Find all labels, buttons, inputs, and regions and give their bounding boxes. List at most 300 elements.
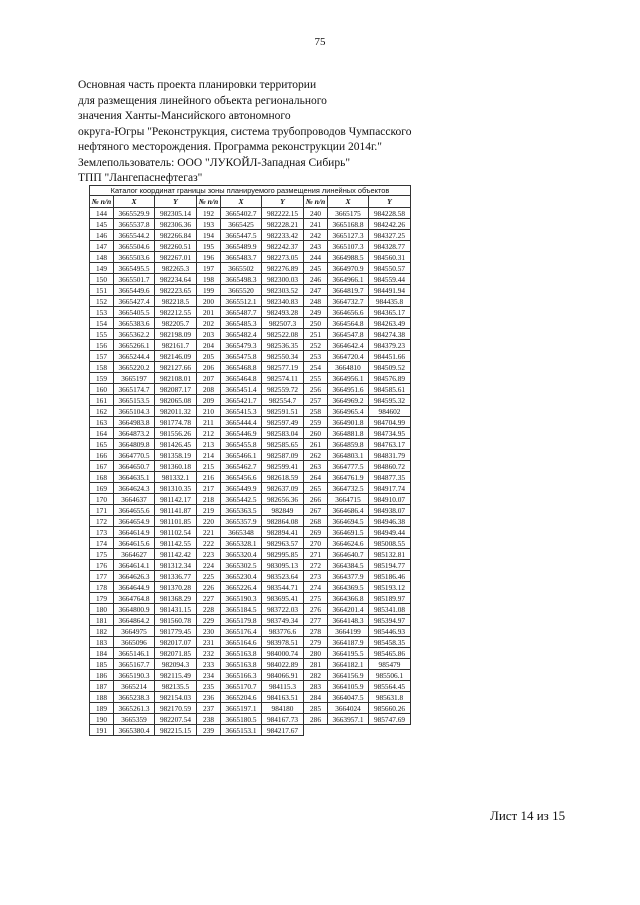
table-cell: 211	[197, 417, 221, 428]
table-cell: 3665184.5	[221, 604, 262, 615]
header-line: Основная часть проекта планировки территории	[78, 79, 317, 91]
header-line: значения Ханты-Мансийского автономного	[78, 110, 291, 122]
table-cell: 3664637	[114, 494, 155, 505]
table-cell: 238	[197, 714, 221, 725]
table-row	[90, 208, 411, 219]
table-cell: 270	[304, 538, 328, 549]
table-row	[90, 318, 411, 329]
table-cell: 196	[197, 252, 221, 263]
table-row	[90, 725, 411, 736]
table-cell: 277	[304, 615, 328, 626]
table-cell: 255	[304, 373, 328, 384]
table-cell: 982599.41	[262, 461, 304, 472]
table-cell: 984877.35	[369, 472, 411, 483]
table-cell: 982849	[262, 505, 304, 516]
table-cell: 985132.81	[369, 549, 411, 560]
table-cell: 982585.65	[262, 439, 304, 450]
table-cell: 982963.57	[262, 538, 304, 549]
table-cell: 165	[90, 439, 114, 450]
table-cell: 150	[90, 274, 114, 285]
table-cell: 3664770.5	[114, 450, 155, 461]
table-cell: 981142.42	[155, 549, 197, 560]
table-cell: 984163.51	[262, 692, 304, 703]
table-cell: 3665214	[114, 681, 155, 692]
table-cell: 3665104.3	[114, 406, 155, 417]
table-cell: 3665220.2	[114, 362, 155, 373]
table-cell: 259	[304, 417, 328, 428]
column-header: Y	[369, 196, 411, 208]
table-cell: 188	[90, 692, 114, 703]
table-cell: 982267.01	[155, 252, 197, 263]
table-cell: 3665197	[114, 373, 155, 384]
table-cell: 3665487.7	[221, 307, 262, 318]
table-cell: 159	[90, 373, 114, 384]
table-row	[90, 538, 411, 549]
table-cell: 982577.19	[262, 362, 304, 373]
table-cell: 982864.08	[262, 516, 304, 527]
table-row	[90, 329, 411, 340]
table-cell: 983776.6	[262, 626, 304, 637]
table-cell: 985194.77	[369, 560, 411, 571]
table-cell: 3664969.2	[328, 395, 369, 406]
table-cell: 3664732.7	[328, 296, 369, 307]
table-row	[90, 395, 411, 406]
table-cell: 3664819.7	[328, 285, 369, 296]
table-cell: 3664803.1	[328, 450, 369, 461]
table-cell: 981368.29	[155, 593, 197, 604]
table-cell: 281	[304, 659, 328, 670]
table-cell: 144	[90, 208, 114, 219]
table-cell: 242	[304, 230, 328, 241]
table-cell: 3665483.7	[221, 252, 262, 263]
table-cell: 3665444.4	[221, 417, 262, 428]
table-cell: 253	[304, 351, 328, 362]
table-cell: 984217.67	[262, 725, 304, 736]
table-cell: 3665176.4	[221, 626, 262, 637]
table-row	[90, 626, 411, 637]
table-cell: 189	[90, 703, 114, 714]
table-cell: 156	[90, 340, 114, 351]
table-cell: 173	[90, 527, 114, 538]
table-cell: 187	[90, 681, 114, 692]
table-cell: 3665520	[221, 285, 262, 296]
table-cell: 3665455.8	[221, 439, 262, 450]
table-cell: 982218.5	[155, 296, 197, 307]
table-row	[90, 417, 411, 428]
header-line: нефтяного месторождения. Программа реконструкции 2014г."	[78, 141, 382, 153]
table-row	[90, 637, 411, 648]
table-cell: 984115.3	[262, 681, 304, 692]
table-cell: 3665485.3	[221, 318, 262, 329]
table-cell	[328, 725, 369, 736]
table-cell: 985394.97	[369, 615, 411, 626]
table-cell: 232	[197, 648, 221, 659]
table-cell: 982583.04	[262, 428, 304, 439]
table-cell: 229	[197, 615, 221, 626]
table-cell: 982207.54	[155, 714, 197, 725]
table-cell: 3663957.1	[328, 714, 369, 725]
table-row	[90, 219, 411, 230]
table-row	[90, 307, 411, 318]
table-cell: 984946.38	[369, 516, 411, 527]
table-cell: 3665204.6	[221, 692, 262, 703]
table-cell: 982276.89	[262, 263, 304, 274]
table-cell: 3664966.1	[328, 274, 369, 285]
table-cell: 982242.37	[262, 241, 304, 252]
table-row	[90, 703, 411, 714]
table-row	[90, 241, 411, 252]
table-cell: 982222.15	[262, 208, 304, 219]
table-cell: 3665163.8	[221, 648, 262, 659]
table-cell: 3664187.9	[328, 637, 369, 648]
header-line: округа-Югры "Реконструкция, система трубопроводов Чумпасского	[78, 125, 412, 138]
table-cell: 3664975	[114, 626, 155, 637]
table-cell: 3665425	[221, 219, 262, 230]
table-cell: 3664635.1	[114, 472, 155, 483]
table-cell: 181	[90, 615, 114, 626]
table-cell: 261	[304, 439, 328, 450]
table-cell: 3664047.5	[328, 692, 369, 703]
table-cell: 3665179.8	[221, 615, 262, 626]
table-cell: 219	[197, 505, 221, 516]
table-cell: 981431.15	[155, 604, 197, 615]
table-cell: 3665107.3	[328, 241, 369, 252]
table-cell: 3665363.5	[221, 505, 262, 516]
table-cell: 984910.07	[369, 494, 411, 505]
table-cell: 984550.57	[369, 263, 411, 274]
table-cell: 984274.38	[369, 329, 411, 340]
table-cell: 3664809.8	[114, 439, 155, 450]
table-cell: 981370.28	[155, 582, 197, 593]
table-cell: 984451.66	[369, 351, 411, 362]
table-cell: 233	[197, 659, 221, 670]
table-cell: 3665175	[328, 208, 369, 219]
table-cell: 164	[90, 428, 114, 439]
coordinate-catalog	[89, 185, 411, 736]
table-cell: 985193.12	[369, 582, 411, 593]
table-cell: 145	[90, 219, 114, 230]
table-cell: 3664777.5	[328, 461, 369, 472]
table-cell: 218	[197, 494, 221, 505]
table-row	[90, 450, 411, 461]
table-cell: 203	[197, 329, 221, 340]
table-cell: 982305.14	[155, 208, 197, 219]
table-cell: 984602	[369, 406, 411, 417]
table-cell: 982306.36	[155, 219, 197, 230]
table-cell: 982303.52	[262, 285, 304, 296]
table-cell: 194	[197, 230, 221, 241]
table-cell: 263	[304, 461, 328, 472]
table-cell: 984022.89	[262, 659, 304, 670]
table-cell: 146	[90, 230, 114, 241]
table-cell: 3665226.4	[221, 582, 262, 593]
table-cell: 3665442.5	[221, 494, 262, 505]
table-cell: 982087.17	[155, 384, 197, 395]
table-cell: 274	[304, 582, 328, 593]
table-row	[90, 582, 411, 593]
table-cell: 982637.09	[262, 483, 304, 494]
table-cell: 200	[197, 296, 221, 307]
table-cell: 160	[90, 384, 114, 395]
table-cell: 175	[90, 549, 114, 560]
table-cell: 3665475.8	[221, 351, 262, 362]
table-cell	[369, 725, 411, 736]
table-cell: 241	[304, 219, 328, 230]
table-cell: 240	[304, 208, 328, 219]
table-cell: 239	[197, 725, 221, 736]
table-row	[90, 439, 411, 450]
table-cell: 981142.17	[155, 494, 197, 505]
table-cell: 3665170.7	[221, 681, 262, 692]
table-cell: 161	[90, 395, 114, 406]
table-row	[90, 285, 411, 296]
table-cell: 984559.44	[369, 274, 411, 285]
table-cell: 268	[304, 516, 328, 527]
table-cell: 982522.08	[262, 329, 304, 340]
table-cell: 221	[197, 527, 221, 538]
table-cell: 982223.65	[155, 285, 197, 296]
table-cell	[304, 725, 328, 736]
table-cell: 3664024	[328, 703, 369, 714]
table-cell: 984831.79	[369, 450, 411, 461]
table-cell: 3665537.8	[114, 219, 155, 230]
table-row	[90, 406, 411, 417]
table-cell: 982550.34	[262, 351, 304, 362]
column-header: X	[114, 196, 155, 208]
table-cell: 984763.17	[369, 439, 411, 450]
table-cell: 3665495.5	[114, 263, 155, 274]
table-cell: 195	[197, 241, 221, 252]
table-header-row	[90, 196, 411, 208]
column-header: X	[328, 196, 369, 208]
table-cell: 3665261.3	[114, 703, 155, 714]
table-row	[90, 659, 411, 670]
table-cell: 985631.8	[369, 692, 411, 703]
table-cell: 237	[197, 703, 221, 714]
table-cell: 286	[304, 714, 328, 725]
table-cell: 985660.26	[369, 703, 411, 714]
table-cell: 3665449.6	[114, 285, 155, 296]
table-cell: 251	[304, 329, 328, 340]
table-cell: 257	[304, 395, 328, 406]
table-cell: 216	[197, 472, 221, 483]
header-line: ТПП "Лангепаснефтегаз"	[78, 172, 203, 184]
table-cell: 3664810	[328, 362, 369, 373]
table-cell: 983523.64	[262, 571, 304, 582]
table-cell: 982212.55	[155, 307, 197, 318]
table-cell: 275	[304, 593, 328, 604]
table-cell: 983544.71	[262, 582, 304, 593]
table-cell: 981556.26	[155, 428, 197, 439]
table-cell: 3664881.8	[328, 428, 369, 439]
table-cell: 3665164.6	[221, 637, 262, 648]
table-cell: 3665544.2	[114, 230, 155, 241]
table-cell: 3665504.6	[114, 241, 155, 252]
table-cell: 3664624.3	[114, 483, 155, 494]
table-cell: 983978.51	[262, 637, 304, 648]
table-cell: 3664691.5	[328, 527, 369, 538]
table-row	[90, 549, 411, 560]
table-cell: 3665328.1	[221, 538, 262, 549]
table-cell: 223	[197, 549, 221, 560]
table-cell: 3664686.4	[328, 505, 369, 516]
table-cell: 3664720.4	[328, 351, 369, 362]
table-cell: 3664624.6	[328, 538, 369, 549]
table-cell: 168	[90, 472, 114, 483]
table-cell: 984576.89	[369, 373, 411, 384]
table-cell: 3664764.8	[114, 593, 155, 604]
table-row	[90, 648, 411, 659]
table-cell: 984860.72	[369, 461, 411, 472]
table-row	[90, 274, 411, 285]
table-cell: 214	[197, 450, 221, 461]
table-cell: 271	[304, 549, 328, 560]
table-cell: 3665230.4	[221, 571, 262, 582]
table-cell: 3665383.6	[114, 318, 155, 329]
table-cell: 984379.23	[369, 340, 411, 351]
table-cell: 243	[304, 241, 328, 252]
column-header: Y	[155, 196, 197, 208]
table-cell: 982198.09	[155, 329, 197, 340]
table-cell: 3665464.8	[221, 373, 262, 384]
table-cell: 3664859.8	[328, 439, 369, 450]
table-cell: 3665479.3	[221, 340, 262, 351]
table-cell: 3664615.6	[114, 538, 155, 549]
table-cell: 169	[90, 483, 114, 494]
table-cell: 981141.87	[155, 505, 197, 516]
table-cell: 982273.05	[262, 252, 304, 263]
table-cell: 148	[90, 252, 114, 263]
table-cell: 984595.32	[369, 395, 411, 406]
table-cell: 982108.01	[155, 373, 197, 384]
table-cell: 982554.7	[262, 395, 304, 406]
table-cell: 985479	[369, 659, 411, 670]
table-row	[90, 670, 411, 681]
table-cell: 3664864.2	[114, 615, 155, 626]
table-body	[90, 208, 411, 736]
table-cell: 3665244.4	[114, 351, 155, 362]
table-row	[90, 483, 411, 494]
table-cell: 981774.78	[155, 417, 197, 428]
table-cell: 3664642.4	[328, 340, 369, 351]
table-cell: 985341.08	[369, 604, 411, 615]
table-row	[90, 252, 411, 263]
table-cell: 982266.84	[155, 230, 197, 241]
table-cell: 3665190.3	[114, 670, 155, 681]
table-cell: 3665451.4	[221, 384, 262, 395]
table-cell: 982591.51	[262, 406, 304, 417]
table-cell: 982228.21	[262, 219, 304, 230]
table-cell: 3665238.3	[114, 692, 155, 703]
table-cell: 984263.49	[369, 318, 411, 329]
table-cell: 3665449.9	[221, 483, 262, 494]
table-cell: 154	[90, 318, 114, 329]
header-line: для размещения линейного объекта регионального	[78, 94, 327, 107]
table-cell: 981779.45	[155, 626, 197, 637]
table-cell: 3664105.9	[328, 681, 369, 692]
table-cell: 982493.28	[262, 307, 304, 318]
table-cell: 985465.86	[369, 648, 411, 659]
table-cell: 982340.83	[262, 296, 304, 307]
table-cell: 982894.41	[262, 527, 304, 538]
table-row	[90, 714, 411, 725]
table-cell: 172	[90, 516, 114, 527]
table-cell: 3664182.1	[328, 659, 369, 670]
table-cell: 985564.45	[369, 681, 411, 692]
table-cell: 3665096	[114, 637, 155, 648]
column-header: № п/п	[90, 196, 114, 208]
table-cell: 3664800.9	[114, 604, 155, 615]
table-cell: 984000.74	[262, 648, 304, 659]
table-cell: 3665320.4	[221, 549, 262, 560]
table-cell: 227	[197, 593, 221, 604]
table-cell: 3664626.3	[114, 571, 155, 582]
table-cell: 254	[304, 362, 328, 373]
table-cell: 3665359	[114, 714, 155, 725]
table-cell: 984491.94	[369, 285, 411, 296]
table-cell: 178	[90, 582, 114, 593]
table-cell: 985008.55	[369, 538, 411, 549]
table-cell: 983695.41	[262, 593, 304, 604]
table-cell: 3664654.9	[114, 516, 155, 527]
table-cell: 3664366.8	[328, 593, 369, 604]
table-cell: 225	[197, 571, 221, 582]
table-cell: 3665153.5	[114, 395, 155, 406]
table-cell: 174	[90, 538, 114, 549]
table-cell: 981312.34	[155, 560, 197, 571]
table-cell: 212	[197, 428, 221, 439]
table-cell: 179	[90, 593, 114, 604]
table-cell: 3665512.1	[221, 296, 262, 307]
table-cell: 151	[90, 285, 114, 296]
table-cell: 3664156.9	[328, 670, 369, 681]
table-cell: 982011.32	[155, 406, 197, 417]
table-cell: 264	[304, 472, 328, 483]
table-cell: 244	[304, 252, 328, 263]
table-cell: 3665466.1	[221, 450, 262, 461]
table-cell: 981332.1	[155, 472, 197, 483]
table-cell: 984328.77	[369, 241, 411, 252]
table-cell: 984949.44	[369, 527, 411, 538]
table-cell: 157	[90, 351, 114, 362]
table-cell: 252	[304, 340, 328, 351]
table-row	[90, 692, 411, 703]
table-cell: 3664199	[328, 626, 369, 637]
table-cell: 3664627	[114, 549, 155, 560]
table-cell: 205	[197, 351, 221, 362]
table-cell: 228	[197, 604, 221, 615]
table-cell: 3665197.1	[221, 703, 262, 714]
table-cell: 163	[90, 417, 114, 428]
table-cell: 981336.77	[155, 571, 197, 582]
table-cell: 267	[304, 505, 328, 516]
table-row	[90, 230, 411, 241]
table-cell: 3665362.2	[114, 329, 155, 340]
table-cell: 182	[90, 626, 114, 637]
table-cell: 3665482.4	[221, 329, 262, 340]
table-cell: 266	[304, 494, 328, 505]
table-cell: 204	[197, 340, 221, 351]
table-cell: 201	[197, 307, 221, 318]
table-cell: 3665498.3	[221, 274, 262, 285]
table-cell: 3664951.6	[328, 384, 369, 395]
table-cell: 981360.18	[155, 461, 197, 472]
table-cell: 180	[90, 604, 114, 615]
table-cell: 3665146.1	[114, 648, 155, 659]
table-row	[90, 263, 411, 274]
table-cell: 982618.59	[262, 472, 304, 483]
table-cell: 982507.3	[262, 318, 304, 329]
